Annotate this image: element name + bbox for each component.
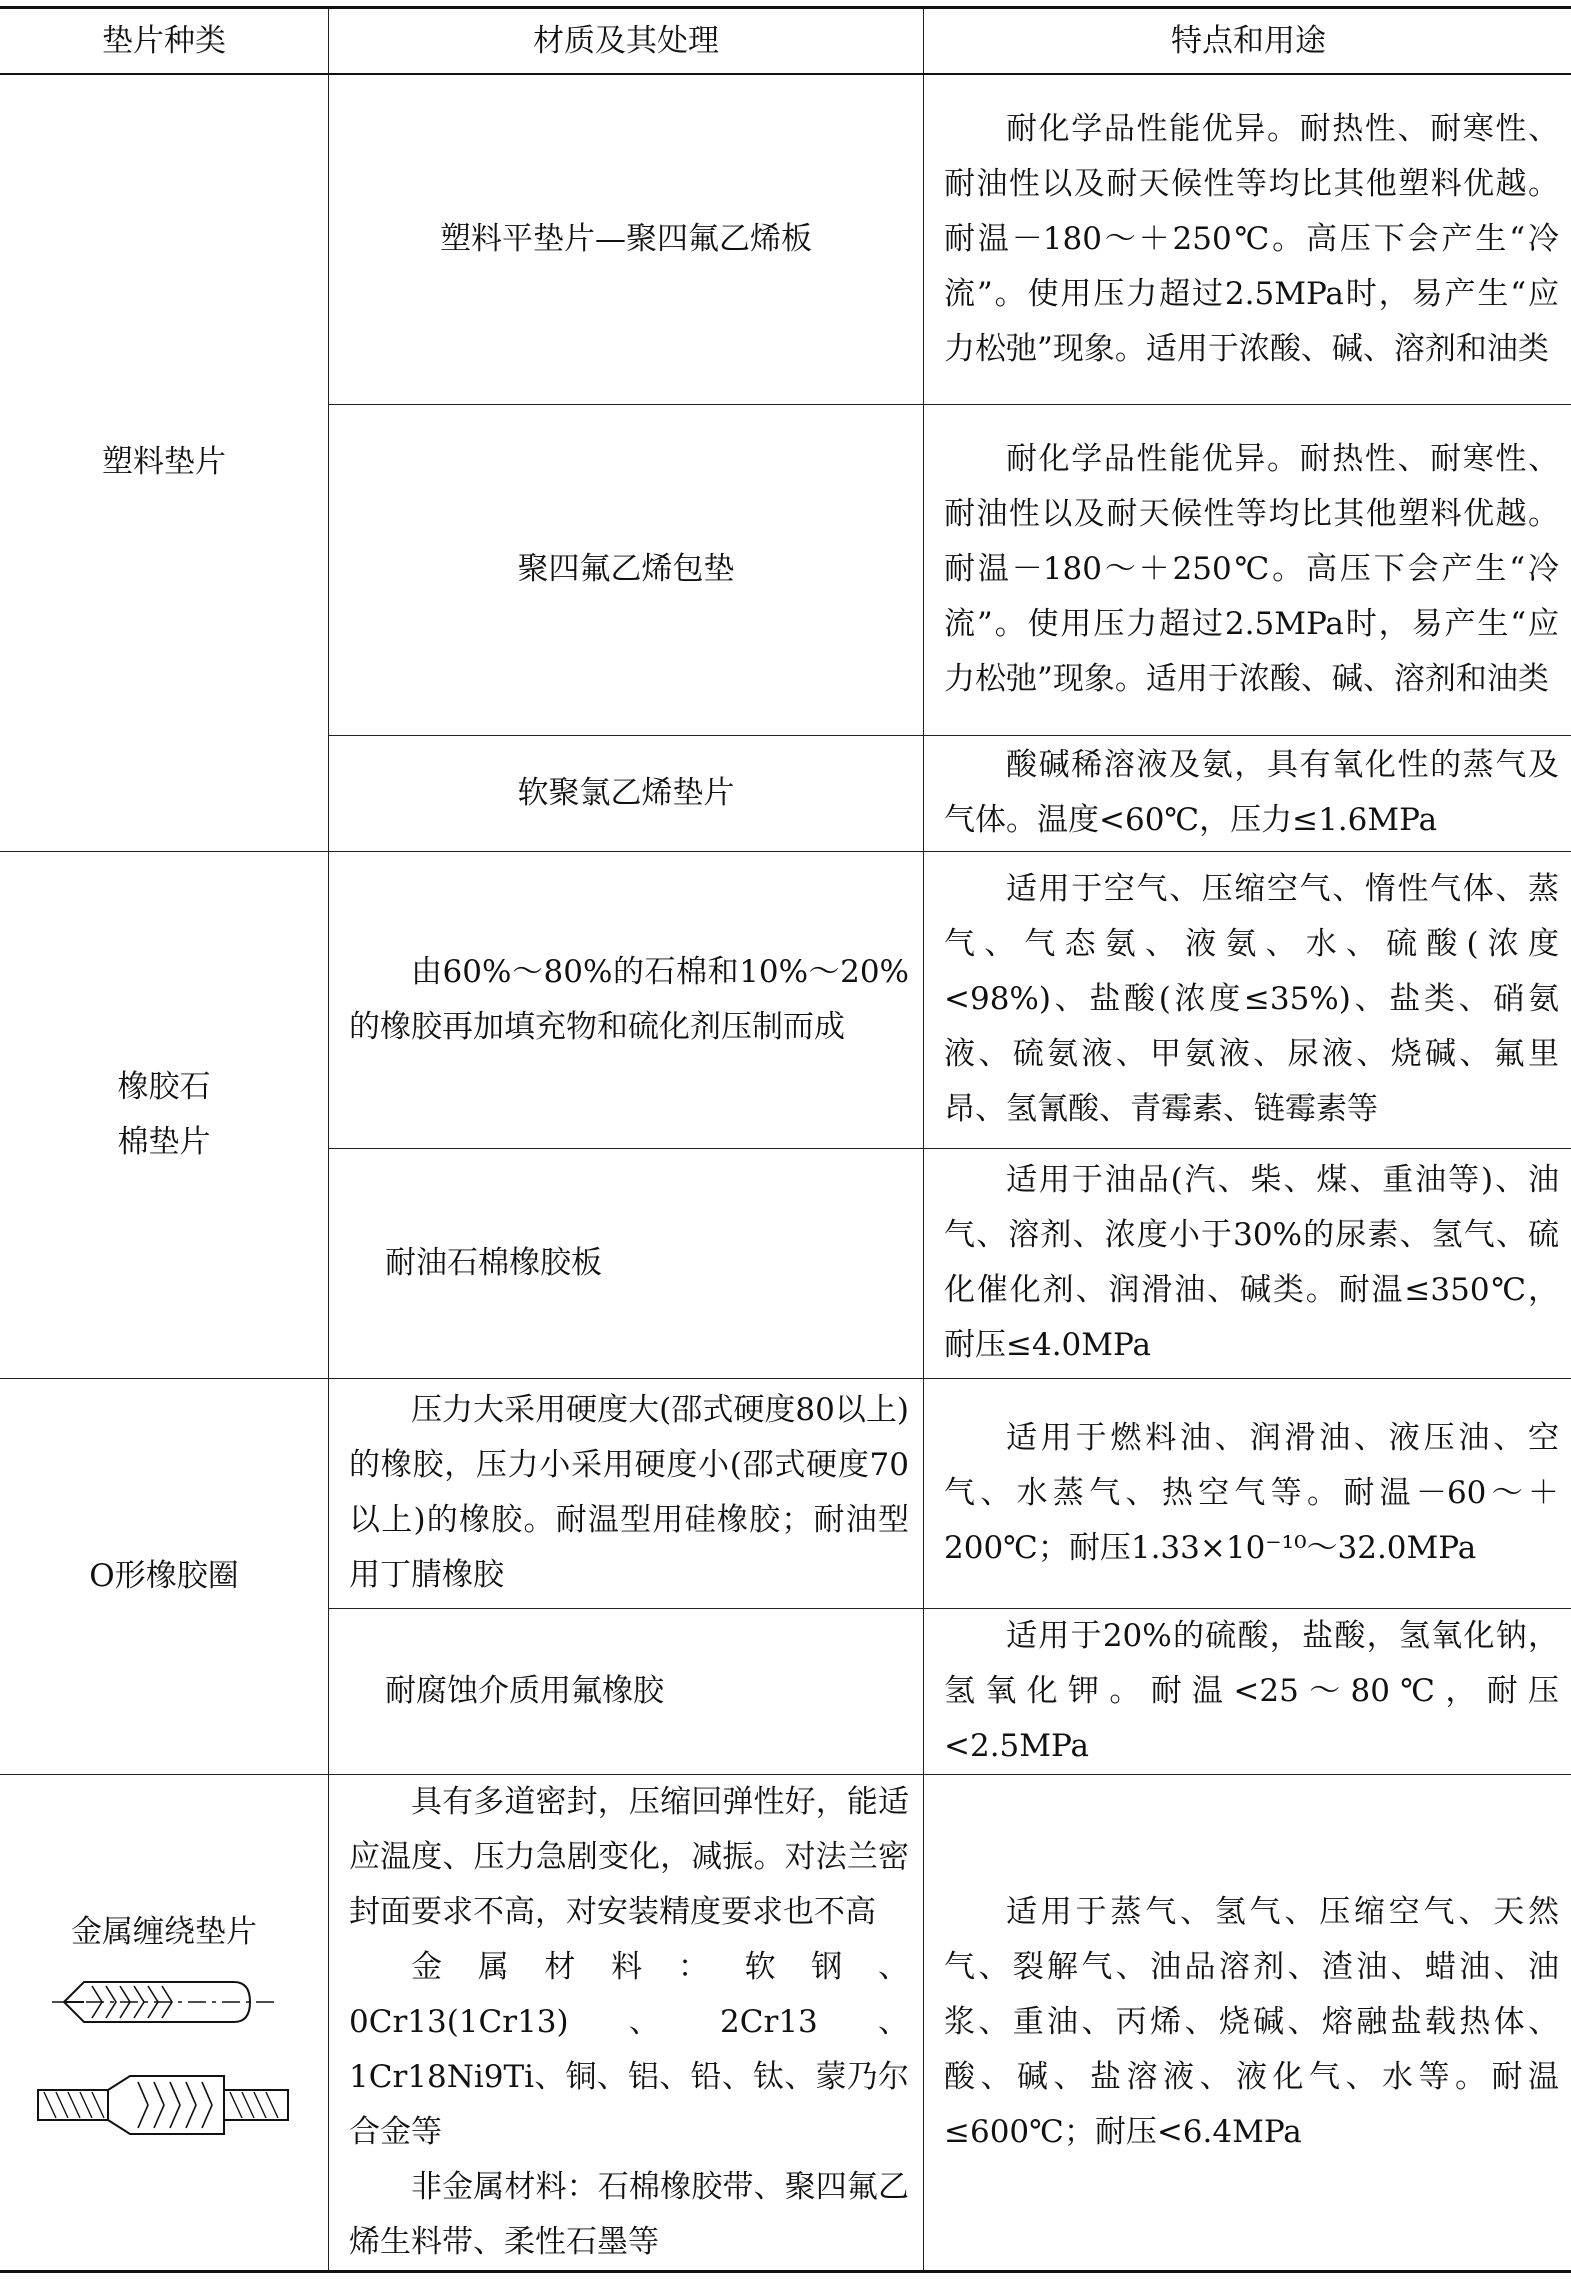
material-paragraph: 非金属材料：石棉橡胶带、聚四氟乙烯生料带、柔性石墨等 xyxy=(349,2168,909,2260)
table-row xyxy=(0,1378,1571,1608)
material-cell: 由60%～80%的石棉和10%～20%的橡胶再加填充物和硫化剂压制而成 xyxy=(329,851,924,1148)
usage-cell: 适用于油品(汽、柴、煤、重油等)、油气、溶剂、浓度小于30%的尿素、氢气、硫化催化剂、润滑油、碱类。耐温≤350℃，耐压≤4.0MPa xyxy=(924,1148,1571,1378)
usage-cell: 适用于蒸气、氢气、压缩空气、天然气、裂解气、油品溶剂、渣油、蜡油、油浆、重油、丙烯、烧碱、熔融盐载热体、酸、碱、盐溶液、液化气、水等。耐温≤600℃；耐压<6.4MPa xyxy=(924,1774,1571,2271)
header-row xyxy=(0,8,1571,75)
table-row xyxy=(0,1774,1571,2271)
material-cell: 压力大采用硬度大(邵式硬度80以上)的橡胶，压力小采用硬度小(邵式硬度70以上)的橡胶。耐温型用硅橡胶；耐油型用丁腈橡胶 xyxy=(329,1378,924,1608)
table-row xyxy=(0,851,1571,1148)
gasket-type-cell xyxy=(0,74,329,851)
gasket-type-cell xyxy=(0,851,329,1378)
table-row xyxy=(0,74,1571,404)
spiral-wound-gasket-bottom-icon xyxy=(34,2070,294,2140)
usage-cell: 耐化学品性能优异。耐热性、耐寒性、耐油性以及耐天候性等均比其他塑料优越。耐温－180～＋250℃。高压下会产生“冷流”。使用压力超过2.5MPa时，易产生“应力松弛”现象。适用于浓酸、碱、溶剂和油类 xyxy=(924,404,1571,735)
usage-cell: 酸碱稀溶液及氨，具有氧化性的蒸气及气体。温度<60℃，压力≤1.6MPa xyxy=(924,735,1571,851)
gasket-type-cell xyxy=(0,1378,329,1774)
material-cell: 耐腐蚀介质用氟橡胶 xyxy=(329,1608,924,1774)
material-paragraph: 金属材料：软钢、0Cr13(1Cr13)、2Cr13、1Cr18Ni9Ti、铜、铝、铅、钛、蒙乃尔合金等 xyxy=(349,1948,909,2150)
material-cell xyxy=(329,1774,924,2271)
usage-cell: 耐化学品性能优异。耐热性、耐寒性、耐油性以及耐天候性等均比其他塑料优越。耐温－180～＋250℃。高压下会产生“冷流”。使用压力超过2.5MPa时，易产生“应力松弛”现象。适用于浓酸、碱、溶剂和油类 xyxy=(924,74,1571,404)
material-cell: 耐油石棉橡胶板 xyxy=(329,1148,924,1378)
gasket-type-label: 金属缠绕垫片 xyxy=(71,1913,257,1950)
usage-cell: 适用于20%的硫酸，盐酸，氢氧化钠，氢氧化钾。耐温<25～80℃，耐压<2.5MPa xyxy=(924,1608,1571,1774)
material-cell: 塑料平垫片—聚四氟乙烯板 xyxy=(329,74,924,404)
header-usage: 特点和用途 xyxy=(924,8,1571,75)
usage-cell: 适用于燃料油、润滑油、液压油、空气、水蒸气、热空气等。耐温－60～＋200℃；耐压1.33×10⁻¹⁰～32.0MPa xyxy=(924,1378,1571,1608)
material-cell: 软聚氯乙烯垫片 xyxy=(329,735,924,851)
material-cell: 聚四氟乙烯包垫 xyxy=(329,404,924,735)
header-gasket-type: 垫片种类 xyxy=(0,8,329,75)
spiral-wound-gasket-top-icon xyxy=(44,1974,284,2030)
gasket-type-label: 塑料垫片 xyxy=(102,444,226,481)
gasket-type-label-line: 橡胶石 xyxy=(117,1068,211,1105)
gasket-type-cell xyxy=(0,1774,329,2271)
gasket-type-label: O形橡胶圈 xyxy=(89,1557,239,1594)
gasket-table xyxy=(0,6,1571,2273)
usage-cell: 适用于空气、压缩空气、惰性气体、蒸气、气态氨、液氨、水、硫酸(浓度<98%)、盐酸(浓度≤35%)、盐类、硝氨液、硫氨液、甲氨液、尿液、烧碱、氟里昂、氢氰酸、青霉素、链霉素等 xyxy=(924,851,1571,1148)
gasket-type-label-line: 棉垫片 xyxy=(117,1123,211,1160)
header-material: 材质及其处理 xyxy=(329,8,924,75)
material-paragraph: 具有多道密封，压缩回弹性好，能适应温度、压力急剧变化，减振。对法兰密封面要求不高，对安装精度要求也不高 xyxy=(349,1783,909,1930)
